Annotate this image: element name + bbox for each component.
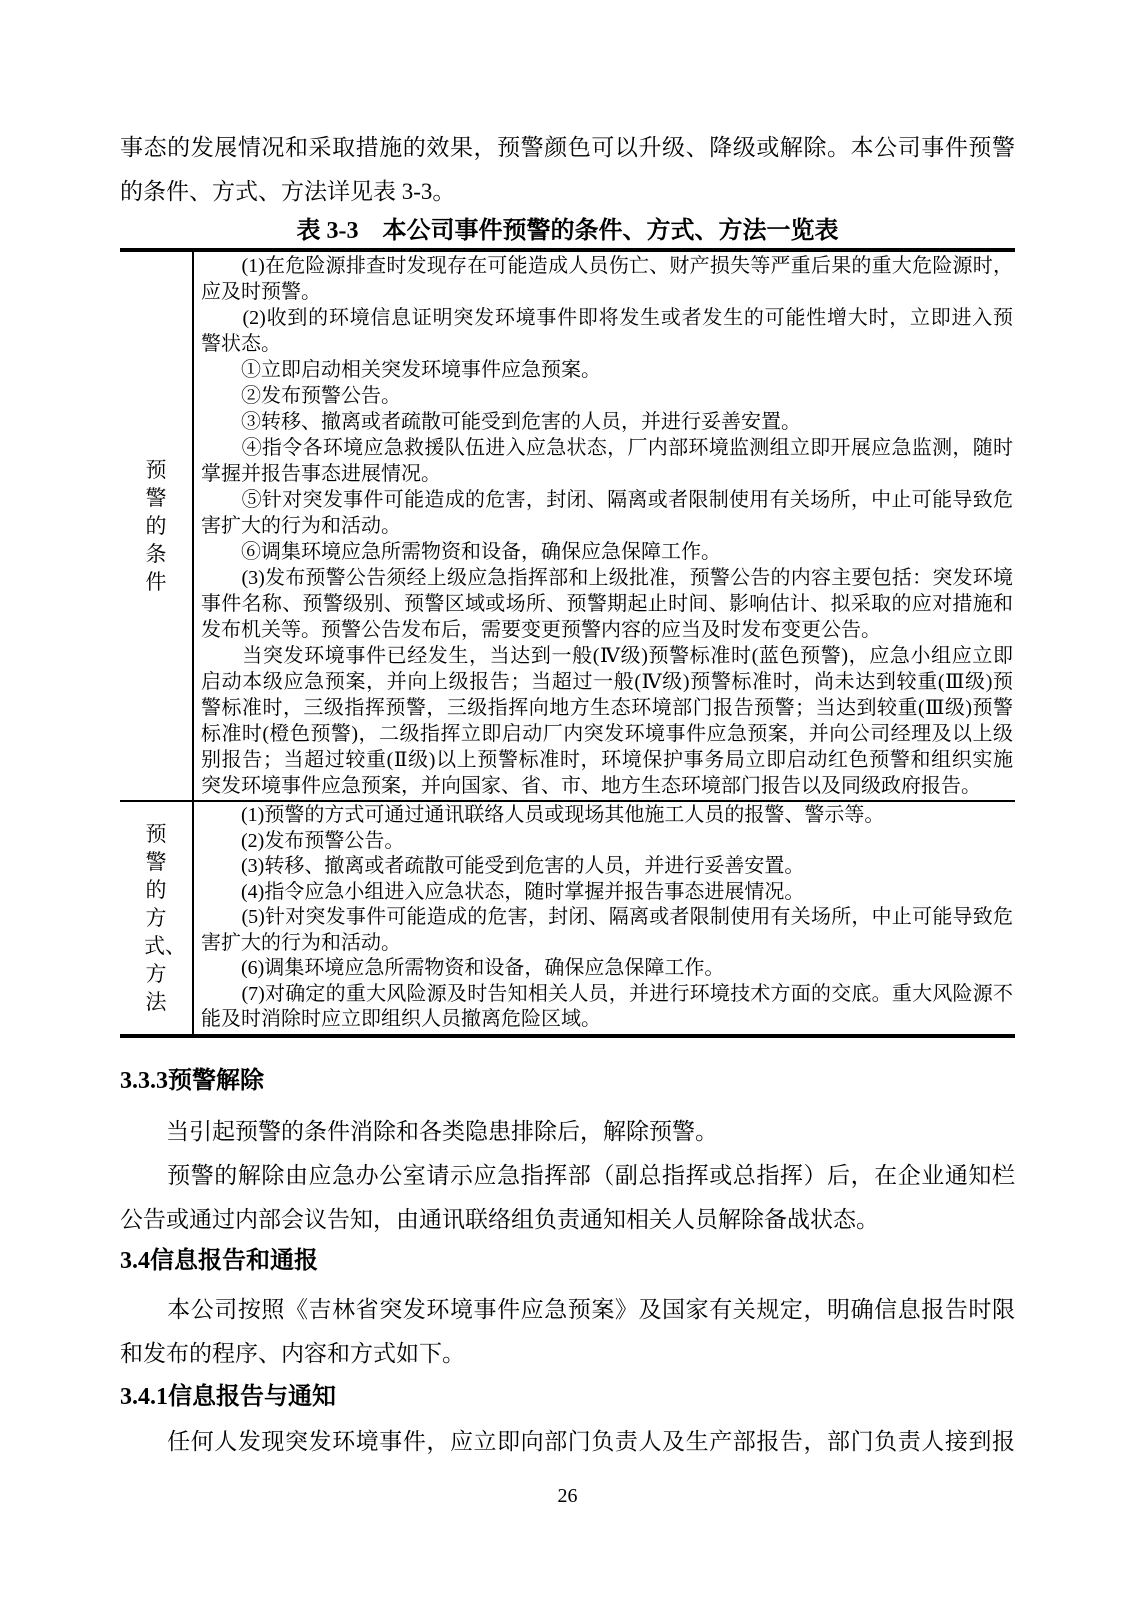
- text-line: 的条件、方式、方法详见表 3-3。: [120, 179, 456, 204]
- text-line: 别报告；当超过较重(Ⅱ级)以上预警标准时，环境保护事务局立即启动红色预警和组织实施: [201, 749, 1013, 771]
- section-heading: 3.4.1信息报告与通知: [120, 1383, 336, 1410]
- page-number: 26: [557, 1484, 578, 1507]
- row-header-text: 预警的方式、方法: [144, 821, 186, 1014]
- section-3-4: [120, 1243, 1015, 1376]
- table-title: 表 3-3 本公司事件预警的条件、方式、方法一览表: [296, 218, 839, 244]
- row-header-cell: [120, 252, 194, 800]
- intro-paragraph: [120, 0, 1015, 214]
- text-line: 害扩大的行为和活动。: [201, 931, 401, 954]
- table-row-methods: [120, 802, 1015, 1034]
- text-line: 能及时消除时应立即组织人员撤离危险区域。: [201, 1008, 601, 1030]
- text-line: ②发布预警公告。: [201, 385, 401, 407]
- text-line: ①立即启动相关突发环境事件应急预案。: [201, 359, 601, 381]
- text-line: ⑥调集环境应急所需物资和设备，确保应急保障工作。: [201, 541, 721, 563]
- text-line: 启动本级应急预案，并向上级报告；当超过一般(Ⅳ级)预警标准时，尚未达到较重(Ⅲ级)预: [201, 671, 1013, 693]
- text-line: 公告或通过内部会议告知，由通讯联络组负责通知相关人员解除备战状态。: [120, 1206, 879, 1232]
- text-line: 任何人发现突发环境事件，应立即向部门负责人及生产部报告，部门负责人接到报: [120, 1428, 1015, 1454]
- section-body: [120, 1288, 1015, 1376]
- row-content-cell: [194, 252, 1015, 800]
- text-line: 警状态。: [201, 333, 281, 355]
- row-content-cell: [194, 802, 1015, 1034]
- section-heading: 3.3.3预警解除: [120, 1067, 264, 1094]
- text-line: 预警的解除由应急办公室请示应急指挥部（副总指挥或总指挥）后，在企业通知栏: [120, 1162, 1015, 1188]
- text-line: (2)收到的环境信息证明突发环境事件即将发生或者发生的可能性增大时，立即进入预: [201, 307, 1013, 329]
- section-heading: 3.4信息报告和通报: [120, 1247, 318, 1274]
- text-line: 警标准时，三级指挥预警，三级指挥向地方生态环境部门报告预警；当达到较重(Ⅲ级)预警: [201, 697, 1013, 719]
- text-line: 突发环境事件应急预案，并向国家、省、市、地方生态环境部门报告以及同级政府报告。: [201, 775, 981, 797]
- text-line: (7)对确定的重大风险源及时告知相关人员，并进行环境技术方面的交底。重大风险源不: [201, 982, 1013, 1005]
- text-line: (6)调集环境应急所需物资和设备，确保应急保障工作。: [201, 957, 725, 979]
- text-line: (3)发布预警公告须经上级应急指挥部和上级批准，预警公告的内容主要包括：突发环境: [201, 567, 1013, 589]
- warning-table: [120, 248, 1015, 1038]
- text-line: 发布机关等。预警公告发布后，需要变更预警内容的应当及时发布变更公告。: [201, 619, 881, 641]
- text-line: 当突发环境事件已经发生，当达到一般(Ⅳ级)预警标准时(蓝色预警)，应急小组应立即: [201, 645, 1013, 667]
- text-line: (2)发布预警公告。: [201, 829, 405, 852]
- section-3-4-1: [120, 1379, 1015, 1464]
- row-header-text: 预警的条件: [145, 458, 167, 594]
- section-3-3-3: [120, 1063, 1015, 1242]
- section-body: [120, 1110, 1015, 1242]
- text-line: ⑤针对突发事件可能造成的危害，封闭、隔离或者限制使用有关场所，中止可能导致危: [201, 489, 1013, 511]
- text-line: (3)转移、撤离或者疏散可能受到危害的人员，并进行妥善安置。: [201, 855, 805, 877]
- text-line: (1)在危险源排查时发现存在可能造成人员伤亡、财产损失等严重后果的重大危险源时，: [201, 255, 1013, 277]
- text-line: 本公司按照《吉林省突发环境事件应急预案》及国家有关规定，明确信息报告时限: [120, 1296, 1015, 1322]
- text-line: ④指令各环境应急救援队伍进入应急状态，厂内部环境监测组立即开展应急监测，随时: [201, 437, 1013, 459]
- text-line: (5)针对突发事件可能造成的危害，封闭、隔离或者限制使用有关场所，中止可能导致危: [201, 906, 1013, 928]
- text-line: 标准时(橙色预警)，二级指挥立即启动厂内突发环境事件应急预案，并向公司经理及以上级: [201, 723, 1013, 745]
- text-line: 和发布的程序、内容和方式如下。: [120, 1340, 465, 1366]
- text-line: (1)预警的方式可通过通讯联络人员或现场其他施工人员的报警、警示等。: [201, 804, 885, 826]
- section-body: [120, 1420, 1015, 1464]
- text-line: 应及时预警。: [201, 281, 321, 303]
- row-header-cell: [120, 802, 194, 1034]
- table-row-conditions: [120, 252, 1015, 802]
- text-line: ③转移、撤离或者疏散可能受到危害的人员，并进行妥善安置。: [201, 411, 801, 433]
- text-line: 事件名称、预警级别、预警区域或场所、预警期起止时间、影响估计、拟采取的应对措施和: [201, 593, 1013, 615]
- text-line: (4)指令应急小组进入应急状态，随时掌握并报告事态进展情况。: [201, 880, 805, 903]
- text-line: 事态的发展情况和采取措施的效果，预警颜色可以升级、降级或解除。本公司事件预警: [120, 135, 1015, 160]
- text-line: 害扩大的行为和活动。: [201, 515, 401, 537]
- text-line: 当引起预警的条件消除和各类隐患排除后，解除预警。: [120, 1118, 718, 1144]
- text-line: 掌握并报告事态进展情况。: [201, 463, 441, 485]
